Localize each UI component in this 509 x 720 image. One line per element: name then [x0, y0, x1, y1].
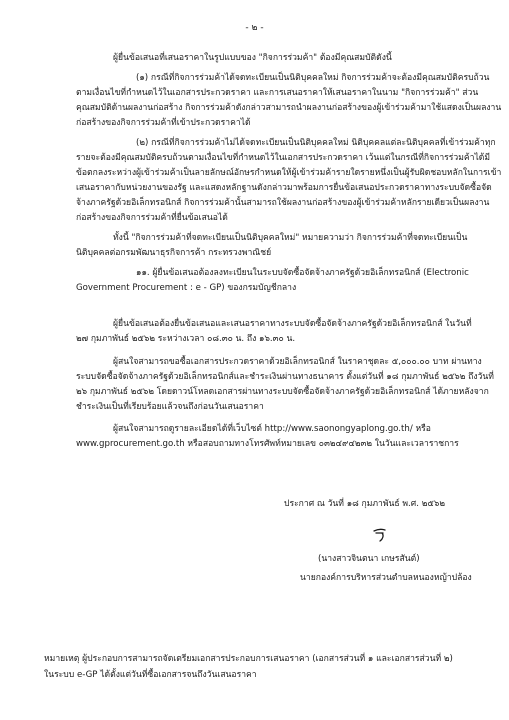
contact-line: www.gprocurement.go.th หรือสอบถามทางโทรศัพท์หมายเลข ๐๓๒๔๙๔๒๓๒ ในวันและเวลาราชการ: [76, 439, 459, 449]
purchase-paragraph: ผู้สนใจสามารถขอซื้อเอกสารประกวดราคาด้วยอิเล็กทรอนิกส์ ในราคาชุดละ ๕,๐๐๐.๐๐ บาท ผ่านทาง: [113, 357, 482, 367]
body-line: ระบบจัดซื้อจัดจ้างภาครัฐด้วยอิเล็กทรอนิกส์และชำระเงินผ่านทางธนาคาร ตั้งแต่วันที่ ๑๘ กุมภาพันธ์ ๒๕๖๒ ถึงวันที่: [76, 372, 494, 382]
body-line: เสนอราคากับหน่วยงานของรัฐ และแสดงหลักฐานดังกล่าวมาพร้อมการยื่นข้อเสนอประกวดราคาทางระบบจัดซื้อจัด: [76, 183, 492, 193]
submission-date: ๒๗ กุมภาพันธ์ ๒๕๖๒ ระหว่างเวลา ๐๘.๓๐ น. ถึง ๑๖.๓๐ น.: [76, 334, 296, 344]
body-line: ตามเงื่อนไขที่กำหนดไว้ในเอกสารประกวดราคา และการเสนอราคาให้เสนอราคาในนาม "กิจการร่วมค้า" ส่วน: [76, 88, 479, 98]
website-line: ผู้สนใจสามารถดูรายละเอียดได้ที่เว็บไซต์ http://www.saonongyaplong.go.th/ หรือ: [113, 424, 431, 434]
remark-line: ในระบบ e-GP ได้ตั้งแต่วันที่ซื้อเอกสารจนถึงวันเสนอราคา: [44, 670, 257, 680]
body-line: ชำระเงินเป็นที่เรียบร้อยแล้วจนถึงก่อนวันเสนอราคา: [76, 402, 264, 412]
joint-venture-heading: ผู้ยื่นข้อเสนอที่เสนอราคาในรูปแบบของ "กิจการร่วมค้า" ต้องมีคุณสมบัติดังนี้: [113, 53, 392, 63]
body-line: (๒) กรณีที่กิจการร่วมค้าไม่ได้จดทะเบียนเป็นนิติบุคคลใหม่ นิติบุคคลแต่ละนิติบุคคลที่เข้าร่วมค้าทุก: [136, 138, 496, 148]
handwritten-signature: [372, 527, 392, 543]
body-line: (๑) กรณีที่กิจการร่วมค้าได้จดทะเบียนเป็นนิติบุคคลใหม่ กิจการร่วมค้าจะต้องมีคุณสมบัติครบถ้วน: [136, 73, 490, 83]
clause-11: ๑๑. ผู้ยื่นข้อเสนอต้องลงทะเบียนในระบบจัดซื้อจัดจ้างภาครัฐด้วยอิเล็กทรอนิกส์ (Electronic: [136, 268, 469, 278]
announcement-date: ประกาศ ณ วันที่ ๑๘ กุมภาพันธ์ พ.ศ. ๒๕๖๒: [284, 499, 445, 509]
body-line: คุณสมบัติด้านผลงานก่อสร้าง กิจการร่วมค้าดังกล่าวสามารถนำผลงานก่อสร้างของผู้เข้าร่วมค้ามาใช้แสดงเป็นผลงาน: [76, 103, 502, 113]
body-line: ทั้งนี้ "กิจการร่วมค้าที่จดทะเบียนเป็นนิติบุคคลใหม่" หมายความว่า กิจการร่วมค้าที่จดทะเบียนเป็น: [113, 233, 468, 243]
signatory-title: นายกองค์การบริหารส่วนตำบลหนองหญ้าปล้อง: [300, 573, 472, 583]
body-line: Government Procurement : e - GP) ของกรมบัญชีกลาง: [76, 283, 297, 293]
page-number: - ๒ -: [245, 23, 264, 33]
body-line: ๒๖ กุมภาพันธ์ ๒๕๖๒ โดยดาวน์โหลดเอกสารผ่านทางระบบจัดซื้อจัดจ้างภาครัฐด้วยอิเล็กทรอนิกส์ ได้ภายหลังจาก: [76, 387, 489, 397]
body-line: รายจะต้องมีคุณสมบัติครบถ้วนตามเงื่อนไขที่กำหนดไว้ในเอกสารประกวดราคา เว้นแต่ในกรณีที่กิจการร่วมค้าได้มี: [76, 153, 491, 163]
submission-paragraph: ผู้ยื่นข้อเสนอต้องยื่นข้อเสนอและเสนอราคาทางระบบจัดซื้อจัดจ้างภาครัฐด้วยอิเล็กทรอนิกส์ ในวันที่: [113, 319, 472, 329]
body-line: ก่อสร้างของกิจการร่วมค้าที่เข้าประกวดราคาได้: [76, 118, 251, 128]
remark-line: หมายเหตุ ผู้ประกอบการสามารถจัดเตรียมเอกสารประกอบการเสนอราคา (เอกสารส่วนที่ ๑ และเอกสารส่วนที่ ๒): [44, 654, 453, 664]
body-line: นิติบุคคลต่อกรมพัฒนาธุรกิจการค้า กระทรวงพาณิชย์: [76, 248, 272, 258]
signatory-name: (นางสาวจินตนา เกษรสันต์): [318, 554, 420, 564]
body-line: ก่อสร้างของกิจการร่วมค้าที่ยื่นข้อเสนอได้: [76, 213, 228, 223]
body-line: จ้างภาครัฐด้วยอิเล็กทรอนิกส์ กิจการร่วมค้านั้นสามารถใช้ผลงานก่อสร้างของผู้เข้าร่วมค้าหลักรายเดียวเป็นผลงาน: [76, 198, 490, 208]
body-line: ข้อตกลงระหว่างผู้เข้าร่วมค้าเป็นลายลักษณ์อักษรกำหนดให้ผู้เข้าร่วมค้ารายใดรายหนึ่งเป็นผู้รับผิดชอบหลักในการเข้า: [76, 168, 502, 178]
